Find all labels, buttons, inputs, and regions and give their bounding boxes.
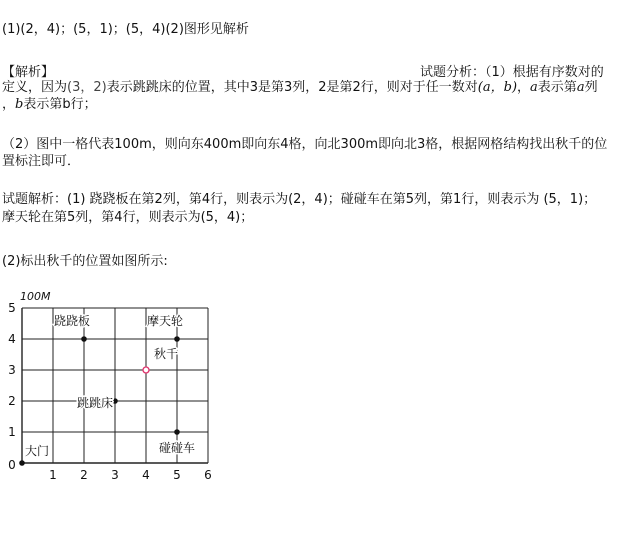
analysis-text: ， [517,80,531,95]
x-tick-label: 1 [49,468,57,482]
coordinate-grid [0,285,240,485]
point-marker [174,336,180,342]
column-5: 5 [67,210,76,225]
solution-line-3: (2)标出秋千的位置如图所示: [2,254,168,269]
point-label: 秋千 [153,347,179,361]
unit-label: 100M [20,290,51,303]
var-b: b [15,97,24,112]
solution-text: 摩天轮在第 [2,210,68,225]
y-tick-label: 2 [8,394,16,408]
answer-line: (1)(2，4)；(5，1)；(5，4)(2)图形见解析 [2,22,249,37]
analysis-text: 表示第b行； [23,97,97,112]
part2-text: 即向东4格，向北 [241,137,341,152]
y-tick-label: 4 [8,332,16,346]
point-marker [81,336,87,342]
part2-line [2,136,607,154]
analysis-title: 试题分析：（1）根据有序数对的 [420,65,604,80]
analysis-text: 定义，因为 [2,80,68,95]
point-marker [174,429,180,435]
point-label: 碰碰车 [158,441,196,455]
origin-label: 0 [8,458,16,472]
point-label: 跳跳床 [76,396,114,410]
y-tick-label: 5 [8,301,16,315]
point-marker [19,460,25,466]
pair-3-2: (3，2) [67,80,107,95]
point-label: 跷跷板 [53,314,91,328]
var-a: a [530,80,538,95]
pair-a-b: (a，b) [477,80,518,95]
analysis-text: 列 [584,80,598,95]
solution-text: 列，第4行，则表示为(5，4)； [75,210,254,225]
part2-text: ，则向东 [151,137,204,152]
y-tick-label: 3 [8,363,16,377]
analysis-heading: 【解析】 [2,65,55,80]
x-tick-label: 4 [142,468,150,482]
solution-line-2 [2,209,253,227]
part2-text: （2）图中一格代表 [2,137,115,152]
distance-400m: 400m [203,137,242,152]
var-a: a [576,80,585,95]
solution-line-1: 试题解析：(1) 跷跷板在第2列，第4行，则表示为(2，4)；碰碰车在第5列，第1行，则表示为 (5，1)； [2,192,597,207]
analysis-definition-cont [2,96,97,114]
analysis-text: 表示第 [537,80,577,95]
analysis-text: 表示跳跳床的位置，其中3是第3列，2是第2行，则对于任一数对 [106,80,478,95]
y-tick-label: 1 [8,425,16,439]
x-tick-label: 5 [173,468,181,482]
analysis-text: ， [2,97,16,112]
part2-line-cont: 置标注即可． [2,154,81,169]
x-tick-label: 6 [204,468,212,482]
distance-300m: 300m [340,137,379,152]
x-tick-label: 2 [80,468,88,482]
point-label: 摩天轮 [146,314,184,328]
point-label: 大门 [25,444,50,458]
x-tick-label: 3 [111,468,119,482]
distance-100m: 100m [114,137,152,152]
point-marker [112,398,118,404]
point-marker [143,367,149,373]
part2-text: 即向北3格，根据网格结构找出秋千的位 [378,137,608,152]
analysis-definition [2,79,598,97]
